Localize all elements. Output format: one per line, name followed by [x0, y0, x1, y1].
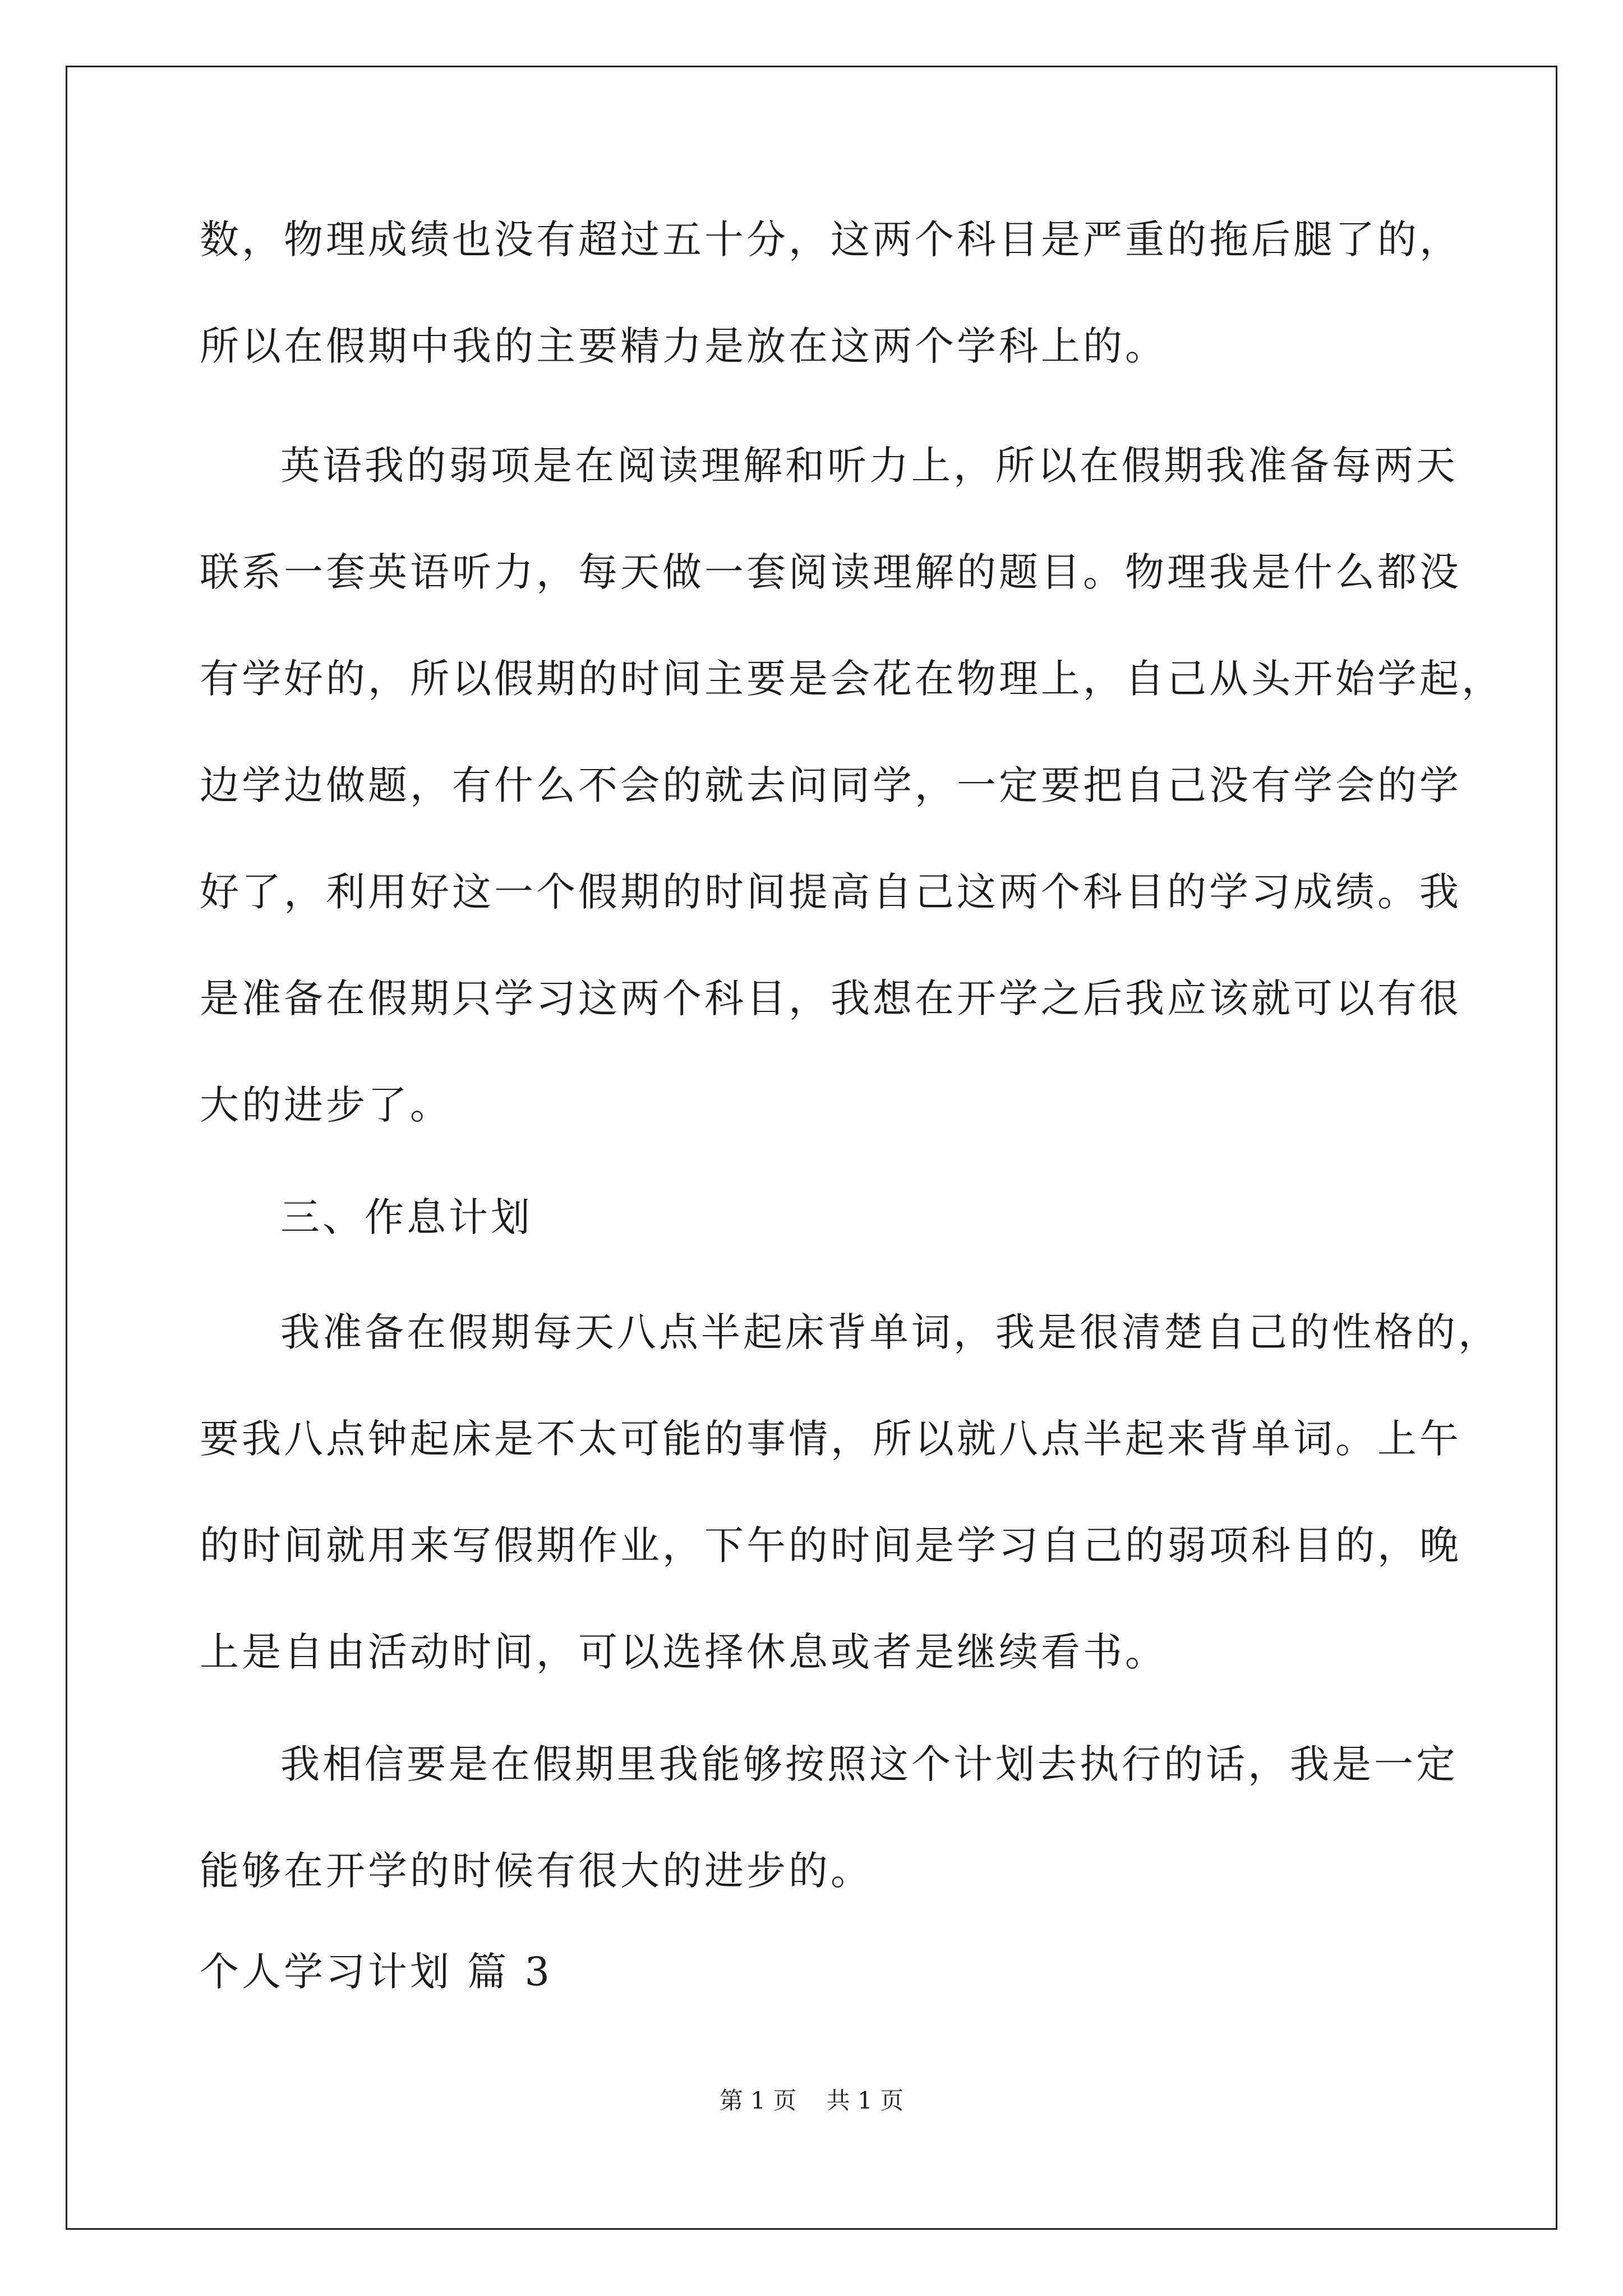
body-line-1: 数，物理成绩也没有超过五十分，这两个科目是严重的拖后腿了的， — [200, 217, 1461, 263]
body-line-7: 好了，利用好这一个假期的时间提高自己这两个科目的学习成绩。我 — [200, 869, 1461, 915]
body-line-4: 联系一套英语听力，每天做一套阅读理解的题目。物理我是什么都没 — [200, 549, 1461, 595]
body-line-2: 所以在假期中我的主要精力是放在这两个学科上的。 — [200, 323, 1167, 369]
article-title: 个人学习计划 篇 3 — [200, 1949, 553, 1995]
body-line-14: 上是自由活动时间，可以选择休息或者是继续看书。 — [200, 1629, 1167, 1675]
page-border — [66, 66, 1557, 2230]
body-line-13: 的时间就用来写假期作业，下午的时间是学习自己的弱项科目的，晚 — [200, 1522, 1461, 1568]
body-line-11: 我准备在假期每天八点半起床背单词，我是很清楚自己的性格的， — [280, 1309, 1500, 1355]
body-line-8: 是准备在假期只学习这两个科目，我想在开学之后我应该就可以有很 — [200, 976, 1461, 1022]
body-line-9: 大的进步了。 — [200, 1082, 452, 1128]
body-line-5: 有学好的，所以假期的时间主要是会花在物理上，自己从头开始学起， — [200, 656, 1504, 702]
page-number-footer: 第 1 页 共 1 页 — [719, 2087, 904, 2114]
section-heading: 三、作息计划 — [280, 1194, 533, 1240]
body-line-16: 能够在开学的时候有很大的进步的。 — [200, 1848, 873, 1894]
body-line-3: 英语我的弱项是在阅读理解和听力上，所以在假期我准备每两天 — [280, 443, 1458, 489]
body-line-6: 边学边做题，有什么不会的就去问同学，一定要把自己没有学会的学 — [200, 762, 1461, 808]
body-line-15: 我相信要是在假期里我能够按照这个计划去执行的话，我是一定 — [280, 1741, 1458, 1787]
body-line-12: 要我八点钟起床是不太可能的事情，所以就八点半起来背单词。上午 — [200, 1416, 1461, 1462]
